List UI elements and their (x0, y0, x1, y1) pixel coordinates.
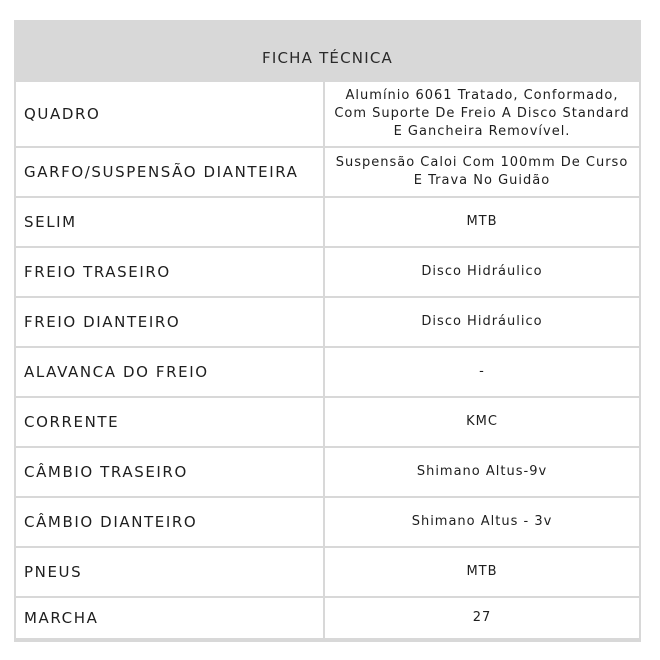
spec-row-selim (16, 198, 639, 248)
spec-row-alavanca (16, 348, 639, 398)
spec-row-marcha (16, 598, 639, 640)
spec-row-freio-traseiro (16, 248, 639, 298)
spec-label: CORRENTE (16, 398, 323, 446)
spec-sheet-title: FICHA TÉCNICA (262, 49, 393, 67)
spec-label: ALAVANCA DO FREIO (16, 348, 323, 396)
spec-value: 27 (325, 598, 639, 638)
spec-value: Shimano Altus - 3v (325, 498, 639, 546)
spec-value: MTB (325, 198, 639, 246)
spec-value: Disco Hidráulico (325, 248, 639, 296)
spec-label: GARFO/SUSPENSÃO DIANTEIRA (16, 148, 323, 196)
spec-label: MARCHA (16, 598, 323, 638)
spec-sheet (14, 20, 641, 642)
spec-label: SELIM (16, 198, 323, 246)
spec-label: CÂMBIO TRASEIRO (16, 448, 323, 496)
spec-value: MTB (325, 548, 639, 596)
spec-row-cambio-traseiro (16, 448, 639, 498)
spec-label: PNEUS (16, 548, 323, 596)
spec-row-corrente (16, 398, 639, 448)
spec-value: - (325, 348, 639, 396)
spec-table (16, 82, 639, 640)
spec-value: Suspensão Caloi Com 100mm De Curso E Trava No Guidão (325, 148, 639, 196)
spec-value: Disco Hidráulico (325, 298, 639, 346)
spec-label: FREIO DIANTEIRO (16, 298, 323, 346)
spec-value: KMC (325, 398, 639, 446)
spec-row-freio-dianteiro (16, 298, 639, 348)
spec-row-pneus (16, 548, 639, 598)
spec-row-garfo (16, 148, 639, 198)
spec-label: CÂMBIO DIANTEIRO (16, 498, 323, 546)
spec-row-cambio-dianteiro (16, 498, 639, 548)
spec-label: FREIO TRASEIRO (16, 248, 323, 296)
spec-row-quadro (16, 82, 639, 148)
spec-value: Shimano Altus-9v (325, 448, 639, 496)
spec-label: QUADRO (16, 82, 323, 146)
spec-value: Alumínio 6061 Tratado, Conformado, Com Suporte De Freio A Disco Standard E Gancheira Removível. (325, 82, 639, 146)
